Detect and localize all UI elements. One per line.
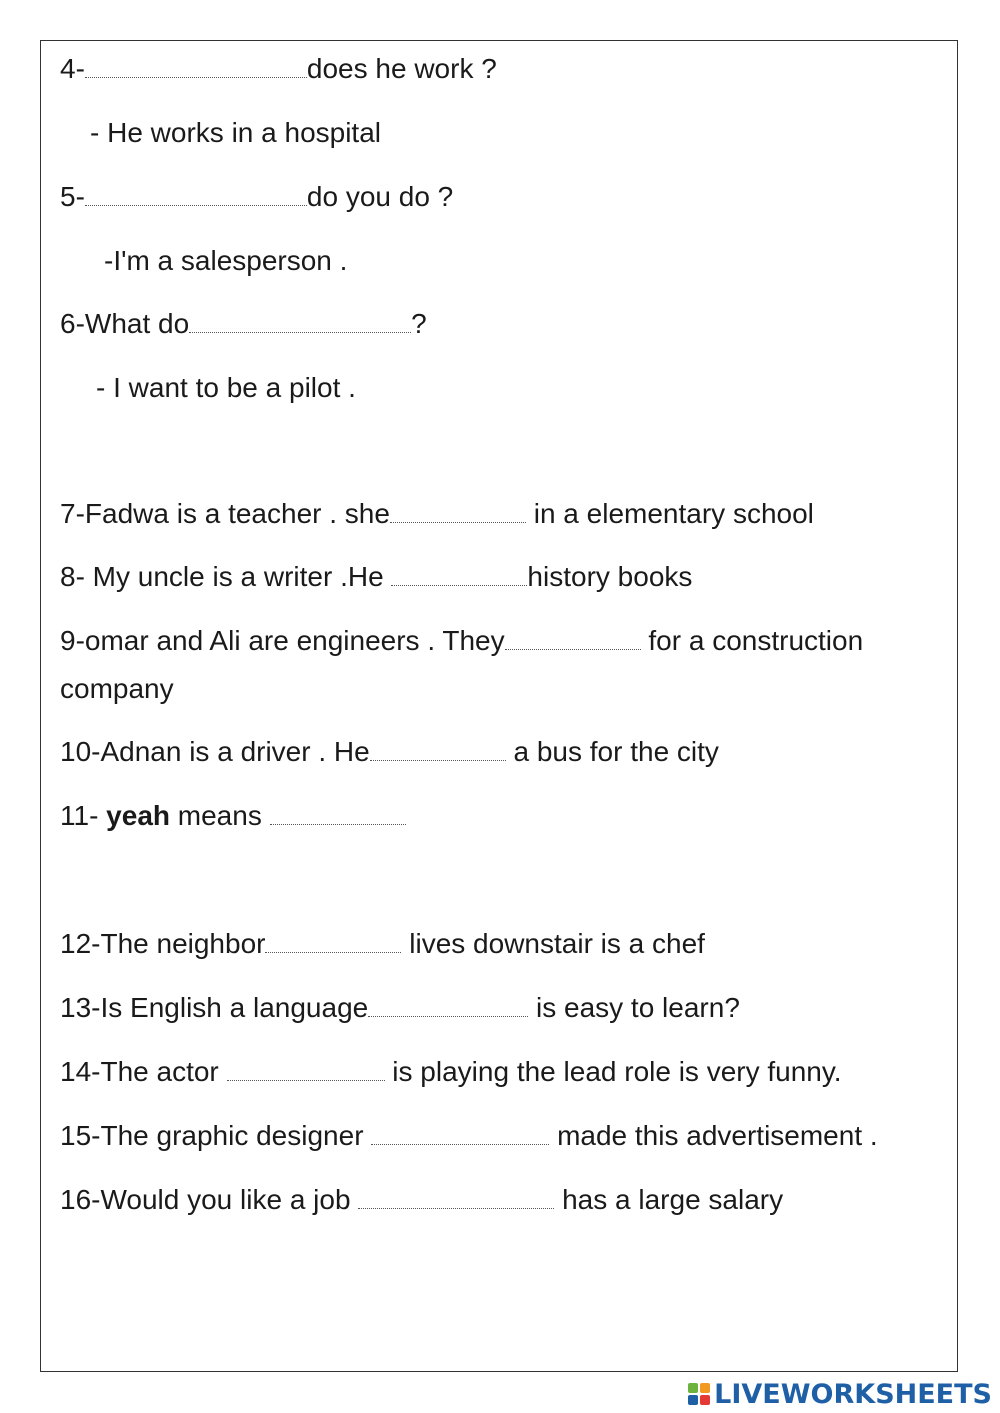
question-4-prefix: 4- (60, 53, 85, 84)
question-8-suffix: history books (527, 561, 693, 592)
question-8 (60, 560, 692, 594)
question-9 (60, 617, 940, 713)
question-14-suffix: is playing the lead role is very funny. (384, 1056, 842, 1087)
question-12-suffix: lives downstair is a chef (401, 928, 705, 959)
question-15-suffix: made this advertisement . (549, 1120, 878, 1151)
question-11-prefix: 11- (60, 800, 107, 831)
answer-6: - I want to be a pilot . (96, 372, 356, 403)
liveworksheets-logo-text: LIVEWORKSHEETS (714, 1378, 992, 1410)
question-11-keyword: yeah (106, 800, 170, 831)
liveworksheets-logo[interactable] (688, 1379, 992, 1409)
question-16 (60, 1183, 783, 1217)
question-4 (60, 52, 497, 86)
question-15 (60, 1119, 878, 1153)
question-7-blank[interactable] (390, 503, 526, 523)
question-9-prefix: 9-omar and Ali are engineers . They (60, 625, 505, 656)
question-11-blank[interactable] (270, 805, 406, 825)
question-16-blank[interactable] (358, 1189, 554, 1209)
question-4-blank[interactable] (85, 58, 307, 78)
question-10-prefix: 10-Adnan is a driver . He (60, 736, 370, 767)
question-5-blank[interactable] (85, 186, 307, 206)
answer-4: - He works in a hospital (90, 117, 382, 148)
question-16-suffix: has a large salary (554, 1184, 784, 1215)
question-13-prefix: 13-Is English a language (60, 992, 369, 1023)
question-5-prefix: 5- (60, 181, 85, 212)
question-12-prefix: 12-The neighbor (60, 928, 266, 959)
question-11 (60, 799, 406, 833)
question-9-blank[interactable] (505, 630, 641, 650)
question-8-prefix: 8- My uncle is a writer .He (60, 561, 392, 592)
question-12-blank[interactable] (265, 933, 401, 953)
question-6-prefix: 6-What do (60, 308, 190, 339)
question-9-suffix: for a construction company (60, 625, 864, 704)
question-6-suffix: ? (411, 308, 427, 339)
answer-5: -I'm a salesperson . (104, 245, 348, 276)
question-14-blank[interactable] (227, 1061, 385, 1081)
question-14 (60, 1055, 842, 1089)
question-5 (60, 180, 453, 214)
question-7 (60, 497, 814, 531)
question-15-prefix: 15-The graphic designer (60, 1120, 372, 1151)
question-11-suffix: means (170, 800, 270, 831)
question-4-suffix: does he work ? (306, 53, 497, 84)
question-12 (60, 927, 705, 961)
question-5-suffix: do you do ? (306, 181, 454, 212)
question-13 (60, 991, 740, 1025)
question-10 (60, 735, 719, 769)
question-10-blank[interactable] (370, 741, 506, 761)
question-15-blank[interactable] (371, 1125, 549, 1145)
question-14-prefix: 14-The actor (60, 1056, 227, 1087)
question-7-suffix: in a elementary school (525, 498, 814, 529)
question-6-blank[interactable] (189, 313, 411, 333)
question-6 (60, 307, 427, 341)
liveworksheets-logo-icon (688, 1383, 710, 1405)
question-8-blank[interactable] (391, 566, 527, 586)
question-13-suffix: is easy to learn? (528, 992, 740, 1023)
question-7-prefix: 7-Fadwa is a teacher . she (60, 498, 390, 529)
question-13-blank[interactable] (368, 997, 528, 1017)
question-16-prefix: 16-Would you like a job (60, 1184, 359, 1215)
question-10-suffix: a bus for the city (505, 736, 719, 767)
